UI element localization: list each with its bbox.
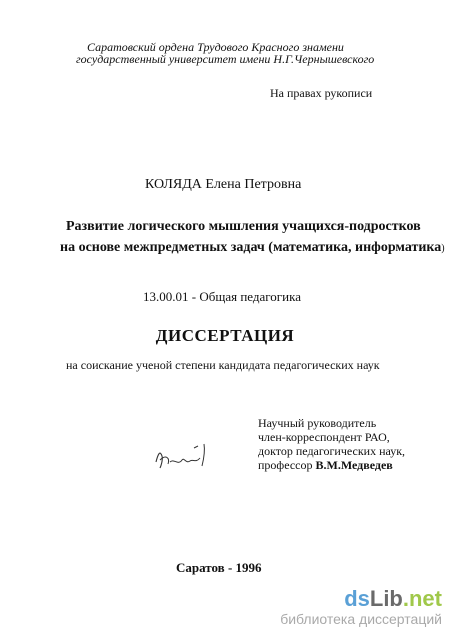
- supervisor-degree: доктор педагогических наук,: [258, 444, 406, 458]
- thesis-title-line-2-end: ): [441, 243, 445, 254]
- author-name: КОЛЯДА Елена Петровна: [145, 177, 302, 192]
- supervisor-title: профессор: [258, 458, 316, 472]
- thesis-title-line-2-main: на основе межпредметных задач (математика, информатика: [60, 240, 442, 255]
- watermark-logo: dsLib.net: [344, 586, 442, 611]
- university-line-1: Саратовский ордена Трудового Красного знамени: [87, 40, 344, 54]
- watermark-subtitle: библиотека диссертаций: [280, 611, 442, 627]
- city-year: Саратов - 1996: [176, 560, 262, 575]
- supervisor-name: В.М.Медведев: [315, 458, 393, 472]
- thesis-title-line-2: [60, 240, 445, 256]
- university-line-2: государственный университет имени Н.Г.Чернышевского: [76, 52, 375, 66]
- document-type: ДИССЕРТАЦИЯ: [155, 326, 295, 345]
- manuscript-rights: На правах рукописи: [270, 86, 373, 100]
- handwritten-signature: [150, 436, 222, 476]
- watermark: [280, 587, 442, 627]
- supervisor-rank: член-корреспондент РАО,: [258, 430, 390, 444]
- supervisor-label: Научный руководитель: [258, 416, 377, 430]
- specialty-code: 13.00.01 - Общая педагогика: [143, 289, 301, 304]
- degree-line: на соискание ученой степени кандидата педагогических наук: [66, 358, 380, 372]
- supervisor-title-name: [258, 458, 393, 473]
- thesis-title-line-1: Развитие логического мышления учащихся-подростков: [66, 219, 421, 234]
